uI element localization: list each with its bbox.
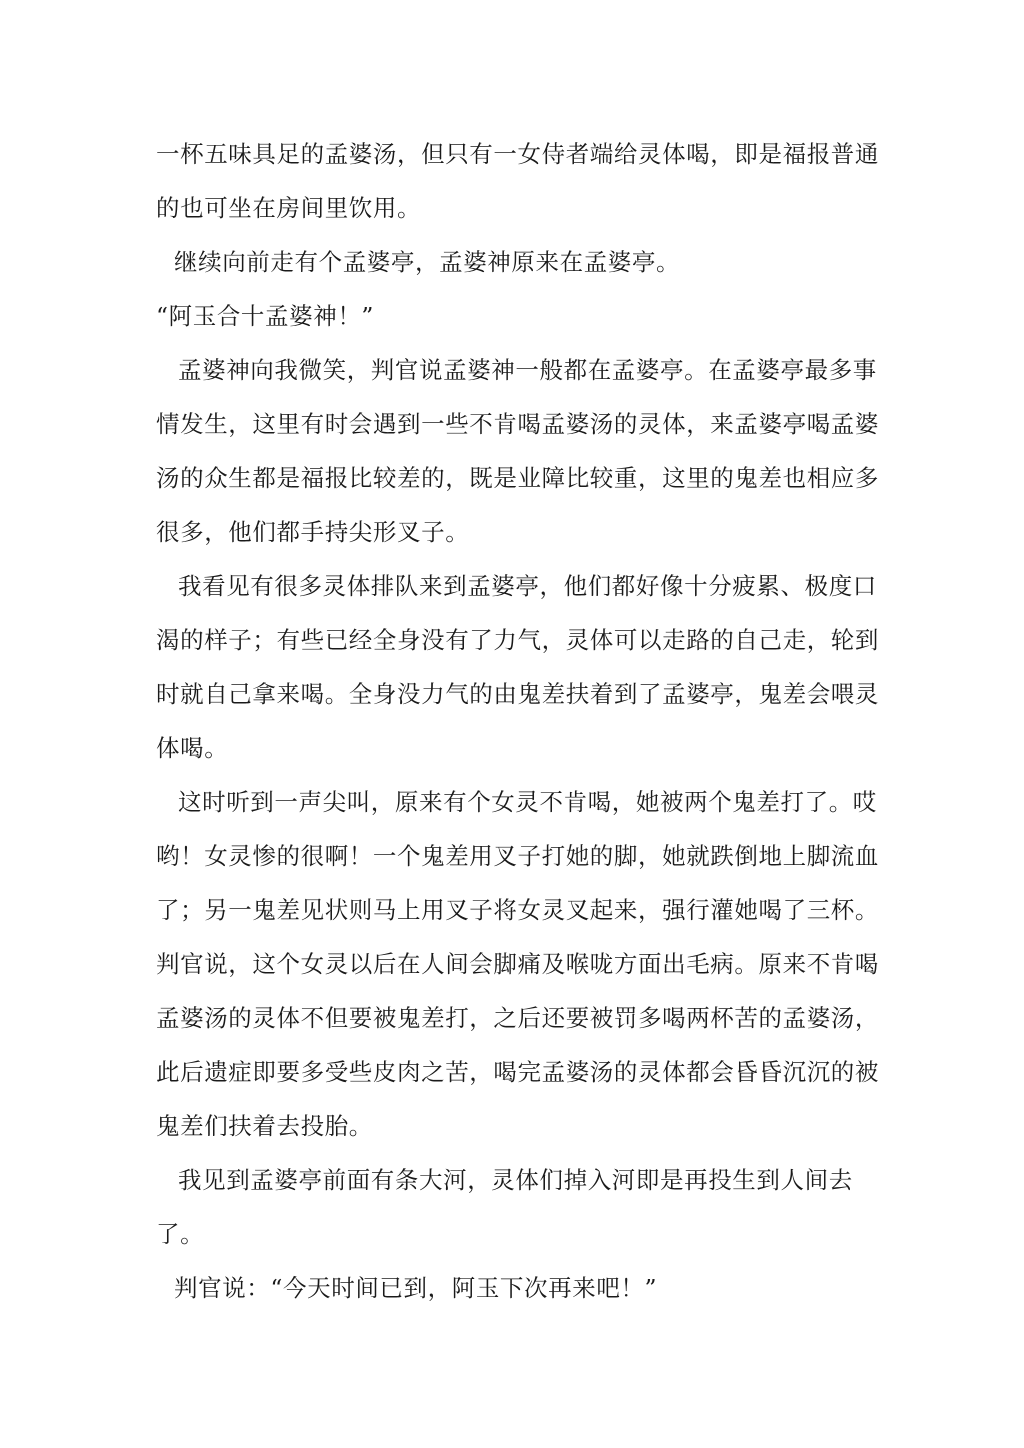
- text-line: 孟婆汤的灵体不但要被鬼差打，之后还要被罚多喝两杯苦的孟婆汤，: [156, 1004, 879, 1032]
- text-line: 了。: [156, 1220, 205, 1248]
- text-line: 我见到孟婆亭前面有条大河，灵体们掉入河即是再投生到人间去: [178, 1166, 853, 1194]
- text-line: 哟！女灵惨的很啊！一个鬼差用叉子打她的脚，她就跌倒地上脚流血: [156, 842, 879, 870]
- text-line: 判官说：“今天时间已到，阿玉下次再来吧！”: [174, 1274, 658, 1302]
- text-line: 时就自己拿来喝。全身没力气的由鬼差扶着到了孟婆亭，鬼差会喂灵: [156, 680, 879, 708]
- text-line: 的也可坐在房间里饮用。: [156, 194, 422, 222]
- paragraph-5: [156, 559, 879, 775]
- text-line: 继续向前走有个孟婆亭，孟婆神原来在孟婆亭。: [174, 248, 681, 276]
- document-body: [156, 127, 879, 1315]
- text-line: 情发生，这里有时会遇到一些不肯喝孟婆汤的灵体，来孟婆亭喝孟婆: [156, 410, 879, 438]
- paragraph-7: [156, 1153, 872, 1261]
- paragraph-2: [156, 235, 872, 289]
- text-line: 体喝。: [156, 734, 229, 762]
- paragraph-3: [156, 289, 872, 343]
- text-line: 很多，他们都手持尖形叉子。: [156, 518, 470, 546]
- paragraph-6: [156, 775, 879, 1153]
- text-line: 这时听到一声尖叫，原来有个女灵不肯喝，她被两个鬼差打了。哎: [178, 788, 877, 816]
- text-line: “阿玉合十孟婆神！”: [156, 302, 375, 330]
- paragraph-1: [156, 127, 879, 235]
- text-line: 一杯五味具足的孟婆汤，但只有一女侍者端给灵体喝，即是福报普通: [156, 140, 879, 168]
- text-line: 鬼差们扶着去投胎。: [156, 1112, 373, 1140]
- paragraph-4: [156, 343, 879, 559]
- text-line: 孟婆神向我微笑，判官说孟婆神一般都在孟婆亭。在孟婆亭最多事: [178, 356, 877, 384]
- text-line: 我看见有很多灵体排队来到孟婆亭，他们都好像十分疲累、极度口: [178, 572, 877, 600]
- text-line: 渴的样子；有些已经全身没有了力气，灵体可以走路的自己走，轮到: [156, 626, 879, 654]
- text-line: 此后遗症即要多受些皮肉之苦，喝完孟婆汤的灵体都会昏昏沉沉的被: [156, 1058, 879, 1086]
- text-line: 汤的众生都是福报比较差的，既是业障比较重，这里的鬼差也相应多: [156, 464, 879, 492]
- text-line: 了；另一鬼差见状则马上用叉子将女灵叉起来，强行灌她喝了三杯。: [156, 896, 879, 924]
- text-line: 判官说，这个女灵以后在人间会脚痛及喉咙方面出毛病。原来不肯喝: [156, 950, 879, 978]
- paragraph-8: [156, 1261, 872, 1315]
